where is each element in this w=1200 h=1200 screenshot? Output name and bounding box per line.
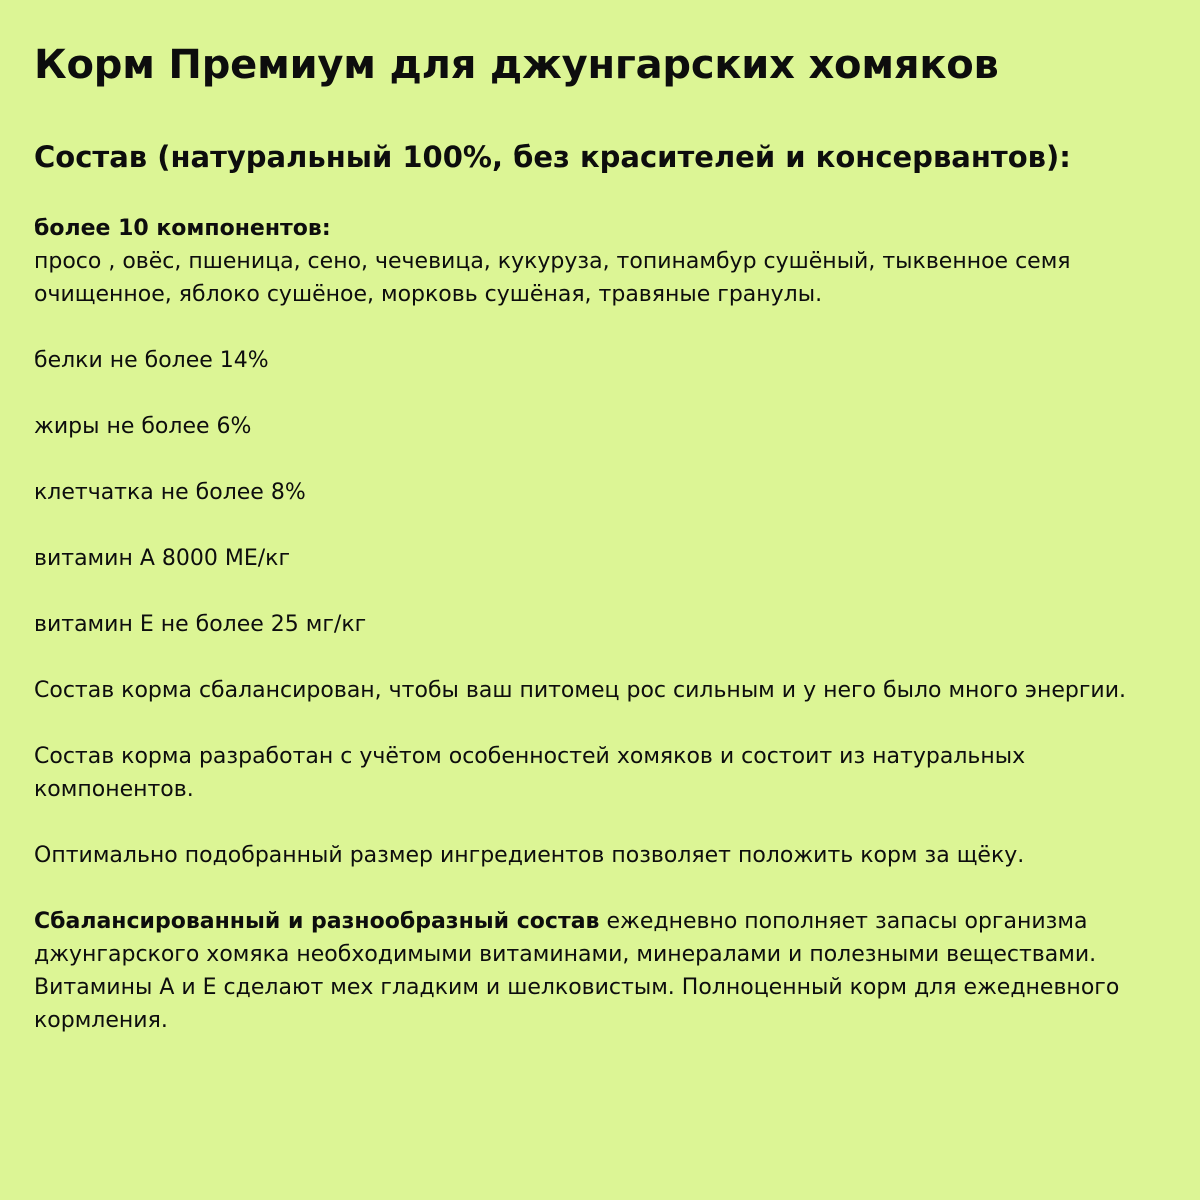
description-balanced: Состав корма сбалансирован, чтобы ваш питомец рос сильным и у него было много энергии.	[34, 678, 1127, 703]
page-title: Корм Премиум для джунгарских хомяков	[34, 42, 999, 88]
description-final	[34, 905, 1166, 1037]
components-block	[34, 212, 1166, 311]
description-final-rest: ежедневно пополняет запасы организма джунгарского хомяка необходимыми витаминами, минералами и полезными веществами. Витамины А и Е сделают мех гладким и шелковистым. Полноценный корм для ежедневного кормления.	[34, 909, 1120, 1033]
description-block	[34, 674, 1166, 1037]
spec-protein: белки не более 14%	[34, 348, 269, 373]
spec-vitamin-e: витамин Е не более 25 мг/кг	[34, 612, 367, 637]
spec-vitamin-a: витамин А 8000 МЕ/кг	[34, 546, 290, 571]
spec-fiber: клетчатка не более 8%	[34, 480, 306, 505]
composition-heading: Состав (натуральный 100%, без красителей и консервантов):	[34, 140, 1071, 174]
spec-fat: жиры не более 6%	[34, 414, 252, 439]
components-label: более 10 компонентов:	[34, 216, 331, 241]
description-final-bold: Сбалансированный и разнообразный состав	[34, 909, 600, 934]
components-list: просо , овёс, пшеница, сено, чечевица, кукуруза, топинамбур сушёный, тыквенное семя очищенное, яблоко сушёное, морковь сушёная, травяные гранулы.	[34, 249, 1071, 307]
nutrition-specs	[34, 344, 1166, 641]
description-developed: Состав корма разработан с учётом особенностей хомяков и состоит из натуральных компонентов.	[34, 744, 1026, 802]
description-size: Оптимально подобранный размер ингредиентов позволяет положить корм за щёку.	[34, 843, 1025, 868]
